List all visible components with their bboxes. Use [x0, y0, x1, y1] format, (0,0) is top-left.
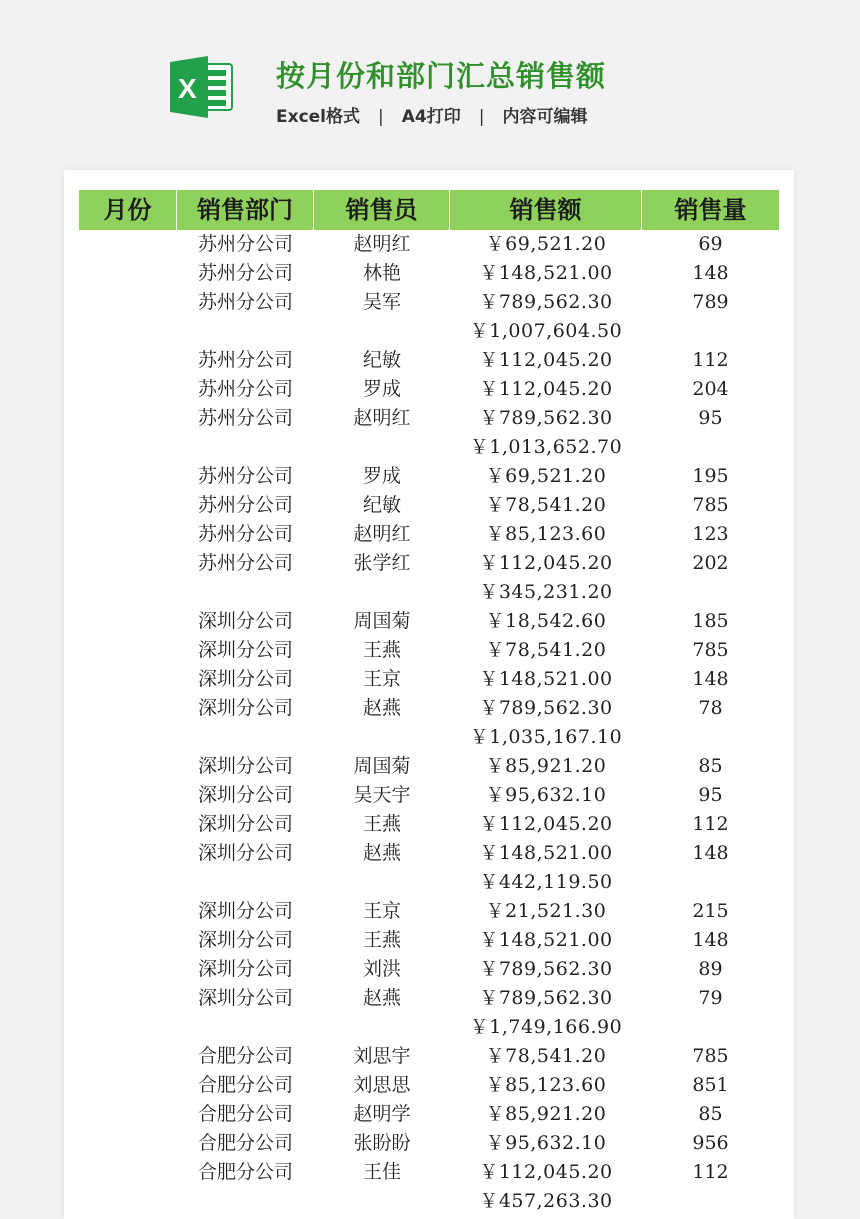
cell-dept: 深圳分公司 [197, 784, 293, 806]
cell-amount: ￥69,521.20 [485, 465, 607, 487]
cell-amount: ￥85,123.60 [485, 1074, 607, 1096]
cell-quantity: 112 [692, 1161, 729, 1183]
cell-quantity [642, 578, 779, 607]
cell-month [79, 1071, 177, 1100]
table-row [79, 1129, 779, 1158]
cell-amount: ￥148,521.00 [479, 668, 613, 690]
cell-quantity [642, 723, 779, 752]
svg-text:X: X [178, 73, 197, 104]
cell-salesperson [314, 433, 450, 462]
cell-quantity: 123 [692, 523, 729, 545]
cell-quantity: 785 [692, 639, 729, 661]
column-header-salesperson: 销售员 [314, 190, 450, 230]
cell-dept [177, 868, 314, 897]
excel-logo-icon [170, 56, 234, 118]
cell-amount: ￥789,562.30 [479, 407, 613, 429]
cell-salesperson: 罗成 [362, 378, 401, 400]
cell-amount: ￥1,749,166.90 [469, 1016, 623, 1038]
cell-salesperson: 刘思宇 [353, 1045, 411, 1067]
cell-amount: ￥148,521.00 [479, 842, 613, 864]
cell-month [79, 491, 177, 520]
cell-month [79, 636, 177, 665]
cell-amount: ￥345,231.20 [479, 581, 613, 603]
cell-salesperson: 张学红 [353, 552, 411, 574]
page-header [0, 0, 860, 170]
cell-salesperson [314, 1187, 450, 1216]
cell-salesperson: 周国菊 [353, 610, 411, 632]
table-row [79, 462, 779, 491]
cell-quantity [642, 317, 779, 346]
cell-salesperson: 赵燕 [362, 987, 401, 1009]
subtotal-row [79, 1013, 779, 1042]
cell-quantity: 148 [692, 262, 729, 284]
subtotal-row [79, 578, 779, 607]
subtitle-item-format: Excel格式 [276, 107, 361, 127]
subtotal-row [79, 317, 779, 346]
cell-quantity: 204 [692, 378, 729, 400]
cell-salesperson: 王京 [362, 668, 401, 690]
cell-amount: ￥789,562.30 [479, 958, 613, 980]
cell-amount: ￥789,562.30 [479, 987, 613, 1009]
cell-dept: 深圳分公司 [197, 639, 293, 661]
cell-month [79, 462, 177, 491]
cell-dept [177, 723, 314, 752]
table-row [79, 520, 779, 549]
cell-quantity: 215 [692, 900, 729, 922]
cell-salesperson [314, 723, 450, 752]
table-row [79, 288, 779, 317]
cell-quantity: 789 [692, 291, 729, 313]
cell-dept: 深圳分公司 [197, 900, 293, 922]
cell-quantity: 79 [698, 987, 723, 1009]
table-row [79, 636, 779, 665]
cell-quantity: 202 [692, 552, 729, 574]
cell-dept: 合肥分公司 [197, 1132, 293, 1154]
cell-month [79, 1100, 177, 1129]
column-header-amount: 销售额 [450, 190, 642, 230]
cell-dept: 苏州分公司 [197, 233, 293, 255]
cell-salesperson: 刘洪 [362, 958, 401, 980]
cell-dept [177, 317, 314, 346]
cell-month [79, 839, 177, 868]
subtotal-row [79, 1187, 779, 1216]
cell-amount: ￥85,921.20 [485, 1103, 607, 1125]
table-row [79, 694, 779, 723]
table-row [79, 839, 779, 868]
table-row [79, 781, 779, 810]
cell-amount: ￥1,035,167.10 [469, 726, 623, 748]
table-row [79, 926, 779, 955]
cell-salesperson: 刘思思 [353, 1074, 411, 1096]
cell-dept: 苏州分公司 [197, 378, 293, 400]
cell-month [79, 346, 177, 375]
cell-salesperson: 王燕 [362, 813, 401, 835]
cell-amount: ￥69,521.20 [485, 233, 607, 255]
cell-salesperson [314, 868, 450, 897]
column-header-dept: 销售部门 [177, 190, 314, 230]
cell-amount: ￥457,263.30 [479, 1190, 613, 1212]
cell-quantity: 95 [698, 784, 723, 806]
cell-salesperson: 赵明红 [353, 233, 411, 255]
cell-amount: ￥78,541.20 [485, 1045, 607, 1067]
cell-dept [177, 1187, 314, 1216]
cell-salesperson: 林艳 [362, 262, 401, 284]
cell-month [79, 1129, 177, 1158]
cell-month [79, 1158, 177, 1187]
cell-month [79, 723, 177, 752]
cell-salesperson: 吴军 [362, 291, 401, 313]
table-row [79, 665, 779, 694]
table-row [79, 1042, 779, 1071]
subtotal-row [79, 868, 779, 897]
subtotal-row [79, 433, 779, 462]
cell-dept: 苏州分公司 [197, 262, 293, 284]
cell-dept: 苏州分公司 [197, 465, 293, 487]
cell-quantity: 95 [698, 407, 723, 429]
cell-month [79, 868, 177, 897]
cell-dept: 深圳分公司 [197, 958, 293, 980]
column-header-month: 月份 [79, 190, 177, 230]
cell-month [79, 607, 177, 636]
cell-amount: ￥21,521.30 [485, 900, 607, 922]
cell-quantity: 112 [692, 813, 729, 835]
cell-dept: 苏州分公司 [197, 494, 293, 516]
cell-dept: 苏州分公司 [197, 291, 293, 313]
cell-month [79, 288, 177, 317]
cell-quantity [642, 1187, 779, 1216]
cell-dept: 苏州分公司 [197, 523, 293, 545]
cell-dept [177, 578, 314, 607]
cell-dept: 深圳分公司 [197, 755, 293, 777]
cell-amount: ￥148,521.00 [479, 929, 613, 951]
cell-quantity: 956 [692, 1132, 729, 1154]
table-row [79, 230, 779, 259]
cell-dept: 深圳分公司 [197, 668, 293, 690]
subtitle-item-print: A4打印 [401, 107, 461, 127]
cell-month [79, 549, 177, 578]
page-title: 按月份和部门汇总销售额 [276, 59, 607, 93]
cell-amount: ￥112,045.20 [479, 378, 613, 400]
cell-month [79, 984, 177, 1013]
cell-salesperson: 赵燕 [362, 842, 401, 864]
cell-salesperson: 赵燕 [362, 697, 401, 719]
cell-dept: 深圳分公司 [197, 842, 293, 864]
cell-quantity: 185 [692, 610, 729, 632]
cell-amount: ￥78,541.20 [485, 494, 607, 516]
table-row [79, 607, 779, 636]
cell-salesperson [314, 1013, 450, 1042]
cell-dept: 深圳分公司 [197, 929, 293, 951]
cell-month [79, 897, 177, 926]
page-subtitle [276, 102, 587, 127]
column-header-quantity: 销售量 [674, 196, 747, 224]
table-row [79, 1071, 779, 1100]
table-row [79, 1100, 779, 1129]
cell-month [79, 781, 177, 810]
table-row [79, 752, 779, 781]
cell-salesperson: 王燕 [362, 639, 401, 661]
cell-salesperson: 赵明红 [353, 407, 411, 429]
cell-dept [177, 433, 314, 462]
cell-month [79, 810, 177, 839]
cell-amount: ￥95,632.10 [485, 1132, 607, 1154]
cell-quantity [642, 1013, 779, 1042]
subtotal-row [79, 723, 779, 752]
cell-salesperson: 王燕 [362, 929, 401, 951]
cell-amount: ￥112,045.20 [479, 1161, 613, 1183]
table-body [79, 230, 779, 1216]
cell-dept: 合肥分公司 [197, 1045, 293, 1067]
cell-amount: ￥789,562.30 [479, 697, 613, 719]
table-row [79, 375, 779, 404]
cell-dept: 合肥分公司 [197, 1161, 293, 1183]
cell-quantity: 85 [698, 1103, 723, 1125]
cell-amount: ￥18,542.60 [485, 610, 607, 632]
table-row [79, 491, 779, 520]
cell-salesperson: 赵明学 [353, 1103, 411, 1125]
cell-month [79, 694, 177, 723]
cell-amount: ￥148,521.00 [479, 262, 613, 284]
table-row [79, 897, 779, 926]
cell-dept: 合肥分公司 [197, 1074, 293, 1096]
cell-month [79, 955, 177, 984]
cell-salesperson: 赵明红 [353, 523, 411, 545]
cell-month [79, 404, 177, 433]
cell-dept: 深圳分公司 [197, 813, 293, 835]
table-header [79, 190, 779, 230]
cell-amount: ￥85,123.60 [485, 523, 607, 545]
cell-month [79, 578, 177, 607]
cell-salesperson: 吴天宇 [353, 784, 411, 806]
cell-quantity: 78 [698, 697, 723, 719]
cell-quantity: 851 [692, 1074, 729, 1096]
table-row [79, 955, 779, 984]
cell-dept: 深圳分公司 [197, 610, 293, 632]
cell-month [79, 317, 177, 346]
cell-month [79, 433, 177, 462]
cell-salesperson: 周国菊 [353, 755, 411, 777]
cell-salesperson [314, 578, 450, 607]
cell-salesperson: 纪敏 [362, 494, 401, 516]
cell-amount: ￥789,562.30 [479, 291, 613, 313]
cell-month [79, 665, 177, 694]
subtitle-separator: | [478, 107, 485, 127]
cell-month [79, 375, 177, 404]
cell-amount: ￥78,541.20 [485, 639, 607, 661]
cell-quantity: 89 [698, 958, 723, 980]
cell-month [79, 1187, 177, 1216]
cell-quantity [642, 433, 779, 462]
cell-quantity: 785 [692, 1045, 729, 1067]
cell-month [79, 752, 177, 781]
cell-amount: ￥112,045.20 [479, 813, 613, 835]
cell-quantity: 785 [692, 494, 729, 516]
subtitle-item-editable: 内容可编辑 [502, 107, 588, 127]
cell-dept: 苏州分公司 [197, 407, 293, 429]
cell-dept [177, 1013, 314, 1042]
cell-quantity: 148 [692, 842, 729, 864]
cell-month [79, 1042, 177, 1071]
cell-quantity: 112 [692, 349, 729, 371]
cell-amount: ￥442,119.50 [479, 871, 613, 893]
cell-month [79, 259, 177, 288]
cell-quantity [642, 868, 779, 897]
cell-dept: 深圳分公司 [197, 697, 293, 719]
cell-month [79, 1013, 177, 1042]
subtitle-separator: | [378, 107, 384, 127]
cell-dept: 苏州分公司 [197, 552, 293, 574]
cell-dept: 合肥分公司 [197, 1103, 293, 1125]
cell-amount: ￥112,045.20 [479, 349, 613, 371]
cell-dept: 苏州分公司 [197, 349, 293, 371]
cell-quantity: 85 [698, 755, 723, 777]
table-row [79, 259, 779, 288]
table-row [79, 1158, 779, 1187]
cell-salesperson: 纪敏 [362, 349, 401, 371]
cell-quantity: 195 [692, 465, 729, 487]
cell-quantity: 148 [692, 668, 729, 690]
table-row [79, 346, 779, 375]
cell-dept: 深圳分公司 [197, 987, 293, 1009]
cell-salesperson [314, 317, 450, 346]
cell-salesperson: 张盼盼 [353, 1132, 411, 1154]
cell-amount: ￥1,013,652.70 [469, 436, 623, 458]
cell-month [79, 230, 177, 259]
cell-amount: ￥85,921.20 [485, 755, 607, 777]
cell-amount: ￥95,632.10 [485, 784, 607, 806]
table-row [79, 984, 779, 1013]
table-row [79, 404, 779, 433]
cell-amount: ￥1,007,604.50 [469, 320, 623, 342]
cell-quantity: 148 [692, 929, 729, 951]
cell-salesperson: 王佳 [362, 1161, 401, 1183]
cell-salesperson: 罗成 [362, 465, 401, 487]
spreadsheet-page [64, 170, 794, 1219]
cell-quantity: 69 [698, 233, 723, 255]
cell-amount: ￥112,045.20 [479, 552, 613, 574]
cell-month [79, 520, 177, 549]
table-row [79, 810, 779, 839]
cell-salesperson: 王京 [362, 900, 401, 922]
cell-month [79, 926, 177, 955]
table-row [79, 549, 779, 578]
